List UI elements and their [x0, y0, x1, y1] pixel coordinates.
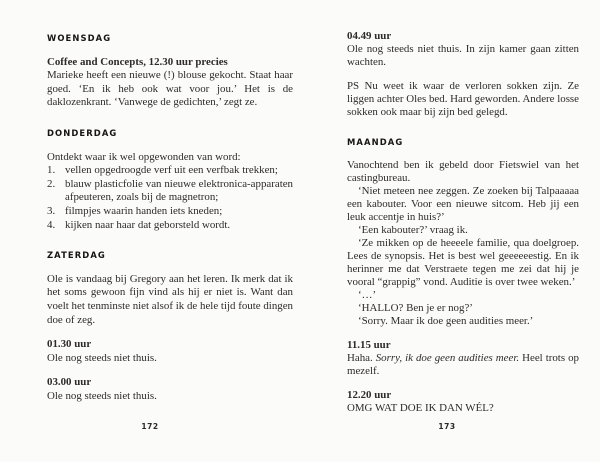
paragraph — [47, 273, 293, 327]
list-item-text: filmpjes waarin handen iets kneden; — [65, 204, 223, 217]
time-heading — [347, 30, 579, 43]
paragraph — [347, 159, 579, 185]
text-segment: Ole nog steeds niet thuis. — [47, 351, 157, 364]
time-heading — [347, 389, 579, 402]
paragraph — [347, 402, 579, 415]
paragraph — [47, 69, 293, 110]
paragraph — [347, 315, 579, 328]
list-item — [47, 178, 293, 205]
text-segment: Vanochtend ben ik gebeld door Fietswiel van het castingbureau. — [347, 159, 579, 184]
paragraph — [47, 390, 293, 404]
text-segment: ‘…’ — [358, 289, 377, 301]
text-segment: 03.00 uur — [47, 376, 92, 389]
text-segment: DONDERDAG — [47, 127, 118, 138]
paragraph — [347, 80, 579, 119]
text-segment: ‘Sorry. Maar ik doe geen audities meer.’ — [358, 315, 534, 327]
list-item-text: blauw plasticfolie van nieuwe elektronica-apparaten afpeuteren, zoals bij de magnetron; — [65, 177, 293, 204]
list-number: 4. — [47, 218, 56, 231]
text-segment: 11.15 uur — [347, 339, 391, 351]
text-segment: OMG WAT DOE IK DAN WÉL? — [347, 402, 494, 414]
text-segment: ‘HALLO? Ben je er nog?’ — [358, 302, 473, 314]
paragraph — [47, 352, 293, 366]
paragraph — [347, 224, 579, 237]
time-heading — [47, 56, 293, 70]
list-item-text: kijken naar haar dat geborsteld wordt. — [65, 218, 231, 231]
text-segment: PS Nu weet ik waar de verloren sokken zijn. Ze liggen achter Oles bed. Hard geworden. Andere losse sokken ook maar bij zijn bed gelegd. — [347, 80, 579, 118]
time-heading — [47, 338, 293, 352]
numbered-list — [47, 164, 293, 232]
text-segment: Haha. — [347, 352, 376, 364]
text-segment: Ole nog steeds niet thuis. — [47, 389, 157, 402]
text-segment: ‘Niet meteen nee zeggen. Ze zoeken bij Talpaaaaa een kabouter. Voor een nieuwe sitcom. Heb jij een leuk accentje in huis?’ — [347, 185, 579, 223]
text-segment: Marieke heeft een nieuwe (!) blouse gekocht. Staat haar goed. ‘En ik heb ook wat voor jou.’ Het is de daklozenkrant. ‘Vanwege de gedichten,’ zegt ze. — [47, 69, 293, 109]
paragraph — [47, 151, 293, 165]
text-segment: ‘Ze mikken op de heeeele familie, qua doelgroep. Lees de synopsis. Het is best wel geeeeeestig. En ik herinner me dat Verstraete tegen me zei dat hij je vooral “grappig” vond. Auditie is over twee weken.’ — [347, 237, 579, 288]
paragraph — [347, 185, 579, 224]
paragraph — [347, 237, 579, 289]
day-heading — [47, 32, 293, 46]
text-segment: 01.30 uur — [47, 338, 92, 351]
page-number-right: 173 — [438, 422, 456, 431]
list-item — [47, 164, 293, 178]
text-segment: WOENSDAG — [47, 33, 112, 43]
text-segment: ‘Een kabouter?’ vraag ik. — [358, 224, 468, 236]
text-segment: MAANDAG — [347, 137, 404, 147]
text-segment: Heel trots op mezelf. — [347, 352, 579, 377]
italic-text: Sorry, ik doe geen audities meer. — [375, 352, 520, 364]
list-item — [47, 205, 293, 219]
text-segment: Ontdekt waar ik wel opgewonden van word: — [47, 150, 241, 163]
day-heading — [47, 127, 293, 141]
page-left-text-column — [47, 30, 293, 403]
paragraph — [347, 289, 579, 302]
paragraph — [347, 302, 579, 315]
text-segment: Coffee and Concepts, 12.30 uur precies — [47, 55, 228, 68]
list-item-text: vellen opgedroogde verf uit een verfbak trekken; — [65, 164, 278, 177]
text-segment: ZATERDAG — [47, 250, 106, 261]
list-number: 2. — [47, 177, 56, 190]
text-segment: Ole nog steeds niet thuis. In zijn kamer gaan zitten wachten. — [347, 43, 579, 68]
page-number-left: 172 — [141, 422, 159, 431]
paragraph — [347, 43, 579, 69]
page-right-text-column — [347, 30, 579, 415]
list-item — [47, 219, 293, 233]
time-heading — [47, 376, 293, 390]
text-segment: 12.20 uur — [347, 389, 392, 401]
day-heading — [47, 249, 293, 263]
time-heading — [347, 339, 579, 352]
text-segment: 04.49 uur — [347, 30, 392, 42]
list-number: 1. — [47, 164, 56, 177]
paragraph — [347, 352, 579, 378]
day-heading — [347, 136, 579, 149]
text-segment: Ole is vandaag bij Gregory aan het leren. Ik merk dat ik het soms gewoon fijn vind als hij er niet is. Want dan voelt het tenminste niet alsof ik de hele tijd foute dingen doe of zeg. — [47, 272, 293, 326]
list-number: 3. — [47, 204, 56, 217]
